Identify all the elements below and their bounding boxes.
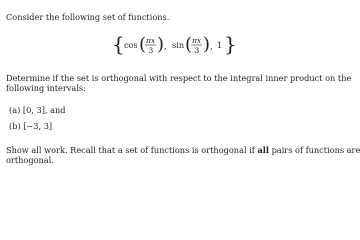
open-brace: { <box>112 32 125 56</box>
constant-one: 1 <box>217 40 223 50</box>
interval-item-a: (a) [0, 3], and <box>9 105 66 115</box>
sin-label: sin <box>172 40 185 50</box>
comma-2: , <box>210 41 213 51</box>
close-brace: } <box>224 32 237 56</box>
intro-text: Consider the following set of functions. <box>6 12 170 22</box>
instruction-line-1 <box>6 145 360 155</box>
sin-numerator: πx <box>192 36 202 45</box>
instruction-line-2: orthogonal. <box>6 155 54 165</box>
function-set-formula <box>110 30 265 60</box>
cos-numerator: πx <box>146 36 156 45</box>
comma-1: , <box>164 41 167 51</box>
cos-left-paren: ( <box>139 34 147 55</box>
question-text-line-1: Determine if the set is orthogonal with respect to the integral inner product on the <box>6 73 352 83</box>
cos-denominator: 3 <box>148 46 154 55</box>
emphasis-all: all <box>257 145 269 155</box>
instruction-end: pairs of functions are <box>268 145 360 155</box>
instruction-start: Show all work. Recall that a set of functions is orthogonal if <box>6 145 258 155</box>
sin-denominator: 3 <box>194 46 200 55</box>
interval-item-b: (b) [−3, 3] <box>9 121 53 131</box>
cos-label: cos <box>124 40 138 50</box>
cos-right-paren: ) <box>157 34 165 55</box>
sin-right-paren: ) <box>203 34 211 55</box>
sin-left-paren: ( <box>185 34 193 55</box>
question-text-line-2: following intervals: <box>6 83 86 93</box>
